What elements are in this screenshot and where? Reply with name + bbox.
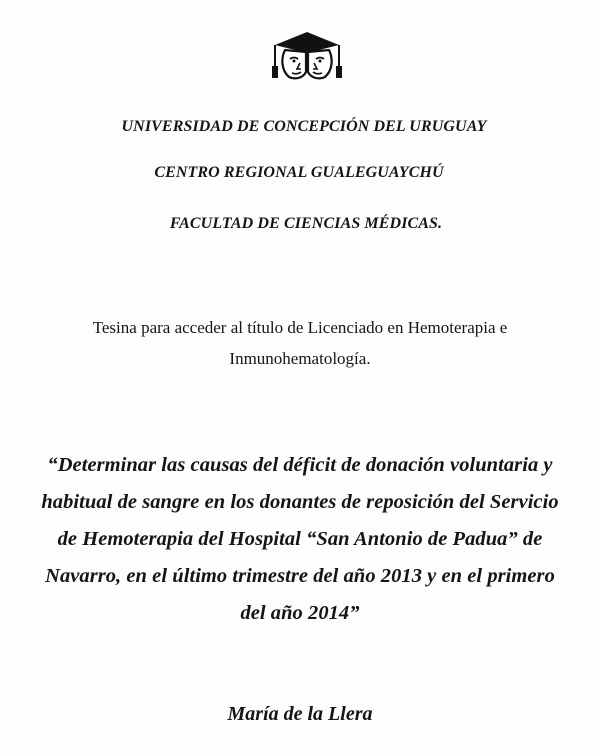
thesis-title-line: “Determinar las causas del déficit de donación voluntaria y: [47, 454, 553, 476]
thesis-title-line: Navarro, en el último trimestre del año 2013 y en el primero: [45, 565, 555, 587]
thesis-title: [14, 447, 586, 632]
university-name: UNIVERSIDAD DE CONCEPCIÓN DEL URUGUAY: [121, 118, 487, 135]
faculty-name: FACULTAD DE CIENCIAS MÉDICAS.: [169, 215, 443, 232]
thesis-title-line: de Hemoterapia del Hospital “San Antonio de Padua” de: [57, 528, 543, 550]
thesis-title-line: habitual de sangre en los donantes de reposición del Servicio: [41, 491, 559, 513]
thesis-purpose-line: Inmunohematología.: [229, 349, 371, 368]
thesis-title-line: del año 2014”: [240, 602, 360, 624]
thesis-purpose-line: Tesina para acceder al título de Licenciado en Hemoterapia e: [92, 318, 508, 337]
graduation-cap-faces-icon: [267, 28, 347, 80]
author-name: María de la Llera: [227, 703, 373, 725]
thesis-purpose: [30, 312, 570, 374]
regional-center-name: CENTRO REGIONAL GUALEGUAYCHÚ: [154, 164, 444, 181]
